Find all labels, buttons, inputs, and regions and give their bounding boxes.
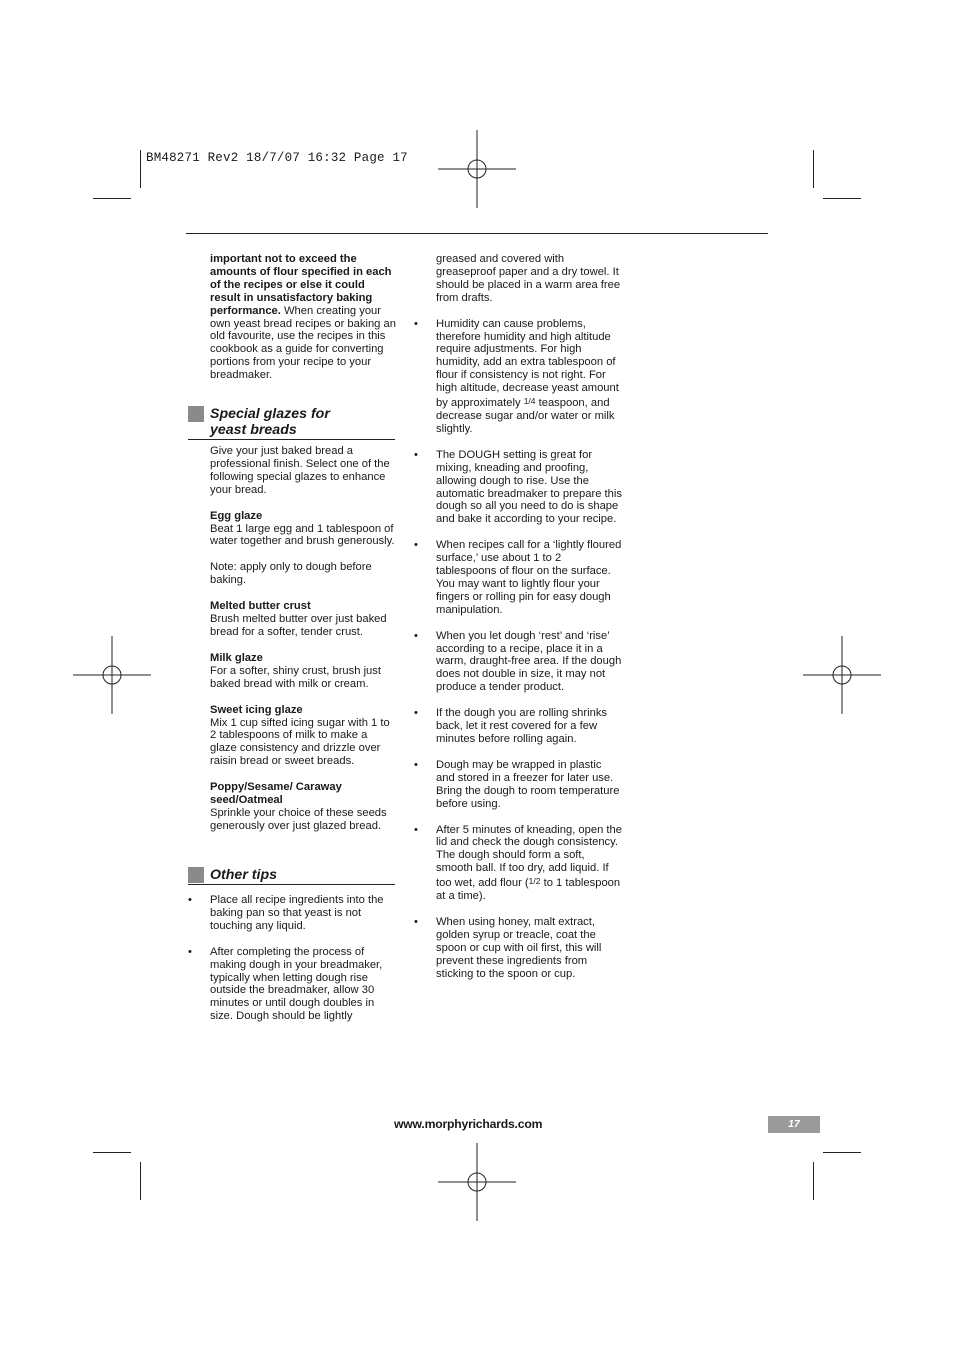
heading-square-icon [188, 867, 204, 883]
list-item: • Place all recipe ingredients into the baking pan so that yeast is not touching any liquid. [188, 894, 384, 932]
registration-mark-icon [438, 1143, 516, 1221]
bullet-icon: • [414, 539, 418, 552]
butter-crust-title: Melted butter crust [210, 600, 311, 613]
intro-bold: important not to exceed the amounts of flour specified in each of the recipes or else it could result in unsatisfactory baking performance. [210, 253, 392, 317]
list-item: • When using honey, malt extract, golden syrup or treacle, coat the spoon or cup with oil first, this will prevent these ingredients from sticking to the spoon or cup. [414, 915, 602, 980]
bullet-icon: • [414, 629, 418, 642]
bullet-icon: • [414, 915, 418, 928]
list-item: • The DOUGH setting is great for mixing, kneading and proofing, allowing dough to rise. Use the automatic breadmaker to prepare this dough so all you need to do is shape and bake it according to your recipe. [414, 448, 622, 526]
page-number-badge: 17 [768, 1116, 820, 1133]
registration-mark-icon [803, 636, 881, 714]
crop-mark [140, 150, 141, 188]
section-heading-tips [188, 867, 395, 885]
fraction-quarter: 1/4 [523, 396, 536, 407]
list-item: • After completing the process of making dough in your breadmaker, typically when letting dough rise outside the breadmaker, allow 30 minutes or until dough doubles in size. Dough should be lightly [188, 945, 383, 1023]
registration-mark-icon [438, 130, 516, 208]
fraction-half: 1/2 [528, 876, 541, 887]
bullet-icon: • [188, 894, 192, 906]
print-slug: BM48271 Rev2 18/7/07 16:32 Page 17 [146, 151, 408, 165]
tips-column-1 [188, 894, 396, 1023]
poppy-seed-title: Poppy/Sesame/ Caraway seed/Oatmeal [210, 781, 342, 807]
icing-glaze-text: Mix 1 cup sifted icing sugar with 1 to 2 tablespoons of milk to make a glaze consistency and drizzle over raisin bread or sweet breads. [210, 716, 390, 768]
bullet-icon: • [414, 448, 418, 461]
list-item: • After 5 minutes of kneading, open the lid and check the dough consistency. The dough should form a soft, smooth ball. If too dry, add liquid. If too wet, add flour (1/2 to 1 tablespoon at a time). [414, 823, 622, 903]
heading-glazes-line2: yeast breads [210, 422, 297, 438]
list-item: • Dough may be wrapped in plastic and stored in a freezer for later use. Bring the dough to room temperature before using. [414, 758, 620, 810]
header-rule [186, 233, 768, 234]
list-item: • Humidity can cause problems, therefore humidity and high altitude require adjustments. For high humidity, add an extra tablespoon of flour if consistency is not right. For high altitude, decrease yeast amount by approximately 1/4 teaspoon, and decrease sugar and/or water or milk slightly. [414, 317, 619, 435]
list-item: • If the dough you are rolling shrinks back, let it rest covered for a few minutes before rolling again. [414, 707, 608, 745]
crop-mark [140, 1162, 141, 1200]
footer-website-link[interactable]: www.morphyrichards.com [394, 1117, 543, 1131]
list-item: • When you let dough ‘rest’ and ‘rise’ according to a recipe, place it in a warm, draught-free area. If the dough does not double in size, it may not produce a tender product. [414, 629, 622, 694]
crop-mark [813, 1162, 814, 1200]
list-item: • When recipes call for a ‘lightly floured surface,’ use about 1 to 2 tablespoons of flour on the surface. You may want to lightly flour your fingers or rolling pin for easy dough manipulation. [414, 539, 622, 616]
registration-mark-icon [73, 636, 151, 714]
crop-mark [823, 1152, 861, 1153]
tips-column-2 [414, 253, 622, 981]
crop-mark [93, 198, 131, 199]
bullet-icon: • [414, 707, 418, 720]
bullet-icon: • [414, 317, 418, 330]
section-heading-glazes [188, 406, 395, 440]
heading-square-icon [188, 406, 204, 422]
bullet-icon: • [414, 758, 418, 771]
milk-glaze-text: For a softer, shiny crust, brush just baked bread with milk or cream. [210, 664, 381, 690]
intro-paragraph [210, 253, 396, 382]
poppy-seed-text: Sprinkle your choice of these seeds generously over just glazed bread. [210, 806, 387, 832]
milk-glaze-title: Milk glaze [210, 651, 263, 664]
icing-glaze-title: Sweet icing glaze [210, 703, 303, 716]
egg-glaze-text: Beat 1 large egg and 1 tablespoon of water together and brush generously. [210, 522, 395, 548]
heading-glazes-line1: Special glazes for [210, 406, 330, 422]
glazes-section [210, 445, 396, 833]
intro-text: When creating your own yeast bread recipes or baking an old favourite, use the recipes in this cookbook as a guide for converting portions from your recipe to your breadmaker. [210, 304, 396, 382]
butter-crust-text: Brush melted butter over just baked bread for a softer, tender crust. [210, 613, 387, 638]
bullet-icon: • [188, 945, 192, 958]
egg-glaze-note: Note: apply only to dough before baking. [210, 561, 372, 587]
heading-tips-text: Other tips [210, 867, 278, 883]
crop-mark [93, 1152, 131, 1153]
continued-text: greased and covered with greaseproof paper and a dry towel. It should be placed in a warm area free from drafts. [436, 253, 621, 304]
glazes-intro: Give your just baked bread a professional finish. Select one of the following special glazes to enhance your bread. [210, 445, 390, 496]
crop-mark [813, 150, 814, 188]
egg-glaze-title: Egg glaze [210, 509, 263, 522]
crop-mark [823, 198, 861, 199]
bullet-icon: • [414, 823, 418, 836]
